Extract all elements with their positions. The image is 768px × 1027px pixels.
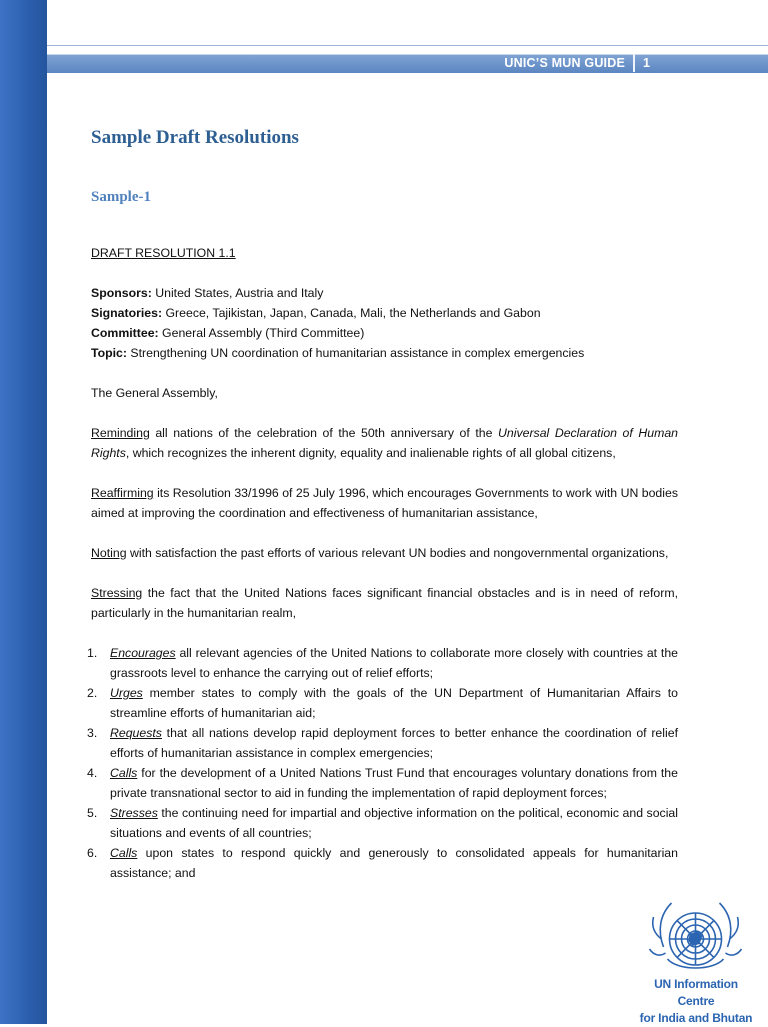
preamble-text: , which recognizes the inherent dignity, equality and inalienable rights of all global citizens, — [125, 446, 616, 460]
preamble-clause-1 — [91, 423, 678, 463]
topic-value: Strengthening UN coordination of humanitarian assistance in complex emergencies — [126, 346, 585, 360]
preamble-text: its Resolution 33/1996 of 25 July 1996, which encourages Governments to work with UN bodies aimed at improving the coordination and effectiveness of humanitarian assistance, — [91, 486, 678, 520]
left-sidebar-bar — [0, 0, 47, 1024]
operative-clause — [87, 803, 678, 843]
operative-keyword: Calls — [110, 766, 138, 780]
signatories-line — [91, 303, 678, 323]
logo-caption — [637, 976, 755, 1027]
preamble-text: all nations of the celebration of the 50th anniversary of the — [149, 426, 499, 440]
operative-text: that all nations develop rapid deployment forces to better enhance the coordination of relief efforts of humanitarian assistance in complex emergencies; — [110, 726, 678, 760]
header-title: UNIC’S MUN GUIDE — [504, 56, 625, 70]
logo-line-2: for India and Bhutan — [639, 1011, 753, 1025]
topic-label: Topic: — [91, 346, 127, 360]
committee-value: General Assembly (Third Committee) — [158, 326, 365, 340]
header-rule — [47, 45, 768, 46]
clause-number: 1. — [87, 646, 98, 660]
preamble-keyword: Reaffirming — [91, 486, 154, 500]
operative-keyword: Requests — [110, 726, 162, 740]
resolution-body — [87, 243, 679, 883]
operative-keyword: Encourages — [110, 646, 176, 660]
preamble-keyword: Noting — [91, 546, 127, 560]
declaration-title: Universal Declaration of Human Rights — [91, 426, 679, 460]
topic-line — [91, 343, 678, 363]
sponsors-value: United States, Austria and Italy — [151, 286, 324, 300]
operative-text: member states to comply with the goals of the UN Department of Humanitarian Affairs to streamline efforts of humanitarian aid; — [110, 686, 678, 720]
operative-clause — [87, 843, 678, 883]
signatories-value: Greece, Tajikistan, Japan, Canada, Mali, the Netherlands and Gabon — [162, 306, 541, 320]
operative-clause — [87, 763, 678, 803]
preamble-keyword: Reminding — [91, 426, 150, 440]
draft-heading-text: DRAFT RESOLUTION 1.1 — [91, 246, 236, 260]
header-band — [47, 54, 768, 73]
operative-clause — [87, 643, 678, 683]
preamble-keyword: Stressing — [91, 586, 143, 600]
clause-number: 3. — [87, 726, 98, 740]
header-separator — [633, 54, 635, 72]
logo-line-1: UN Information Centre — [654, 977, 738, 1008]
operative-clause — [87, 723, 678, 763]
sponsors-label: Sponsors: — [91, 286, 152, 300]
clause-number: 4. — [87, 766, 98, 780]
page-number: 1 — [643, 56, 650, 70]
preamble-clause-4 — [91, 583, 678, 623]
clause-number: 5. — [87, 806, 98, 820]
page-title: Sample Draft Resolutions — [91, 127, 299, 148]
committee-label: Committee: — [91, 326, 159, 340]
intro-line: The General Assembly, — [91, 386, 218, 400]
operative-clauses — [87, 643, 678, 883]
signatories-label: Signatories: — [91, 306, 163, 320]
operative-text: upon states to respond quickly and generously to consolidated appeals for humanitarian assistance; and — [110, 846, 678, 880]
committee-line — [91, 323, 678, 343]
sample-heading: Sample-1 — [91, 189, 151, 205]
preamble-clause-3 — [91, 543, 678, 563]
preamble-clause-2 — [91, 483, 678, 523]
preamble-text: the fact that the United Nations faces significant financial obstacles and is in need of reform, particularly in the humanitarian realm, — [91, 586, 678, 620]
operative-text: the continuing need for impartial and objective information on the political, economic and social situations and events of all countries; — [110, 806, 678, 840]
clause-number: 2. — [87, 686, 98, 700]
draft-heading — [91, 243, 678, 263]
operative-text: for the development of a United Nations Trust Fund that encourages voluntary donations from the private transnational sector to aid in funding the implementation of rapid deployment forces; — [110, 766, 678, 800]
sponsors-line — [91, 283, 678, 303]
clause-number: 6. — [87, 846, 98, 860]
operative-keyword: Urges — [110, 686, 143, 700]
operative-keyword: Stresses — [110, 806, 158, 820]
operative-text: all relevant agencies of the United Nations to collaborate more closely with countries at the grassroots level to enhance the carrying out of relief efforts; — [110, 646, 678, 680]
preamble-text: with satisfaction the past efforts of various relevant UN bodies and nongovernmental organizations, — [126, 546, 669, 560]
operative-keyword: Calls — [110, 846, 138, 860]
operative-clause — [87, 683, 678, 723]
